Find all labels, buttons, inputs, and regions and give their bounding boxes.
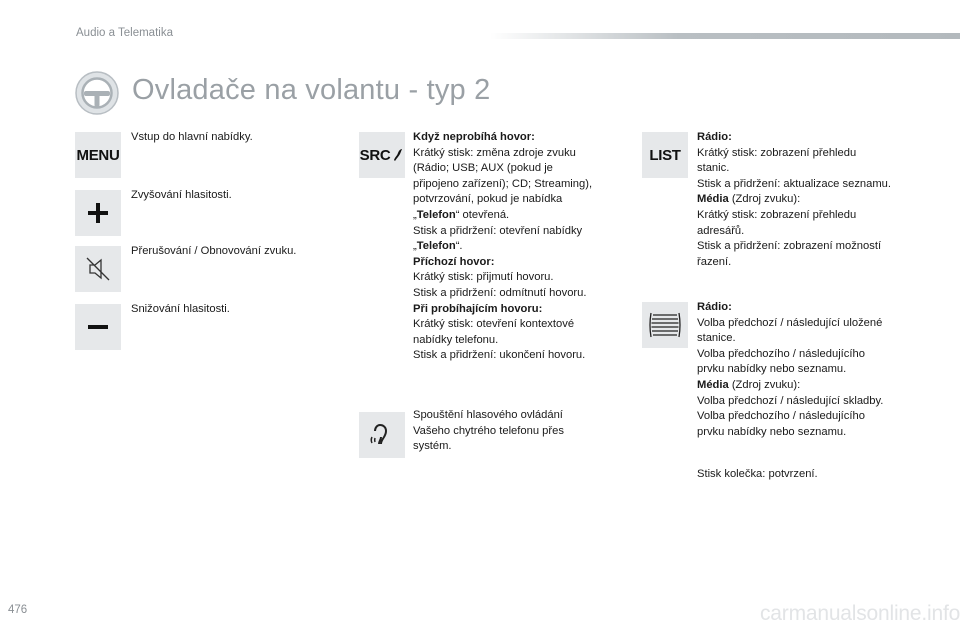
steering-wheel-icon <box>74 70 120 116</box>
thumbwheel-icon <box>642 302 688 348</box>
volume-down-description: Snižování hlasitosti. <box>131 303 230 315</box>
page-title: Ovladače na volantu - typ 2 <box>132 74 491 106</box>
menu-button-icon: MENU <box>75 132 121 178</box>
voice-command-description: Spouštění hlasového ovládání Vašeho chytrého telefonu přes systém. <box>413 409 564 453</box>
list-button-icon: LIST <box>642 132 688 178</box>
src-description: Když neprobíhá hovor: Krátký stisk: změna zdroje zvuku (Rádio; USB; AUX (pokud je připojeno zařízení); CD; Streaming), potvrzování, pokud je nabídka „Telefon“ otevřená. Stisk a přidržení: otevření nabídky „Telefon“. Příchozí hovor: Krátký stisk: přijmutí hovoru. Stisk a přidržení: odmítnutí hovoru. Při probíhajícím hovoru: Krátký stisk: otevření kontextové nabídky telefonu. Stisk a přidržení: ukončení hovoru. <box>413 131 593 362</box>
section-label: Audio a Telematika <box>76 27 173 39</box>
list-description: Rádio: Krátký stisk: zobrazení přehledu stanic. Stisk a přidržení: aktualizace seznamu. Média (Zdroj zvuku): Krátký stisk: zobrazení přehledu adresářů. Stisk a přidržení: zobrazení možností řazení. <box>697 131 892 268</box>
menu-description: Vstup do hlavní nabídky. <box>131 131 253 143</box>
thumbwheel-description: Rádio: Volba předchozí / následující uložené stanice. Volba předchozího / následujícího prvku nabídky nebo seznamu. Média (Zdroj zvuku): Volba předchozí / následující skladby. Volba předchozího / následujícího prvku nabídky nebo seznamu. <box>697 301 884 438</box>
mute-description: Přerušování / Obnovování zvuku. <box>131 245 297 257</box>
page-number: 476 <box>8 604 28 616</box>
volume-up-description: Zvyšování hlasitosti. <box>131 189 232 201</box>
watermark: carmanualsonline.info <box>760 602 960 625</box>
volume-up-icon <box>75 190 121 236</box>
voice-command-icon <box>359 412 405 458</box>
volume-down-icon <box>75 304 121 350</box>
src-button-icon: SRC <box>359 132 405 178</box>
thumbwheel-press-description: Stisk kolečka: potvrzení. <box>697 468 818 480</box>
mute-icon <box>75 246 121 292</box>
header-rule <box>490 33 960 39</box>
